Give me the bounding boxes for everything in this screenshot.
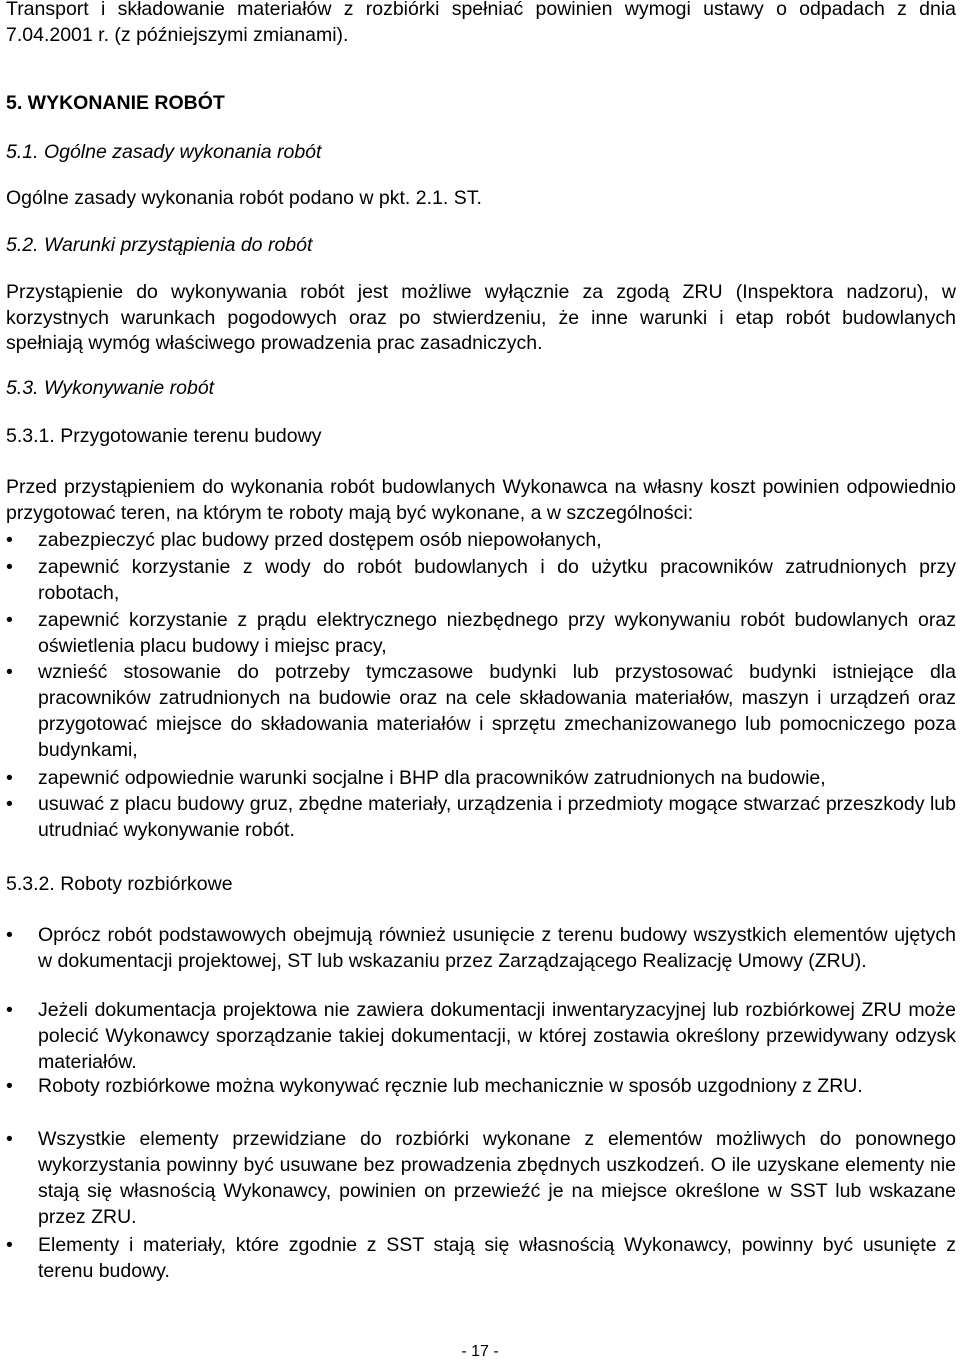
bullet-icon: • bbox=[6, 1234, 13, 1256]
bullet-icon: • bbox=[6, 793, 13, 815]
section-5-1-text: Ogólne zasady wykonania robót podano w pkt. 2.1. ST. bbox=[6, 187, 482, 209]
top-paragraph: Transport i składowanie materiałów z rozbiórki spełniać powinien wymogi ustawy o odpadach z dnia 7.04.2001 r. (z późniejszymi zmianami). bbox=[6, 0, 956, 46]
bullet-icon: • bbox=[6, 767, 13, 789]
bullet-icon: • bbox=[6, 556, 13, 578]
section-5-1-heading: 5.1. Ogólne zasady wykonania robót bbox=[6, 141, 322, 163]
bullet-icon: • bbox=[6, 1075, 13, 1097]
section-5-3-heading: 5.3. Wykonywanie robót bbox=[6, 377, 215, 399]
list-item-text: Elementy i materiały, które zgodnie z SST stają się własnością Wykonawcy, powinny być usunięte z terenu budowy. bbox=[38, 1234, 956, 1282]
section-5-3-1-intro: Przed przystąpieniem do wykonania robót budowlanych Wykonawca na własny koszt powinien odpowiednio przygotować teren, na którym te roboty mają być wykonane, a w szczególności: bbox=[6, 476, 956, 524]
list-item-text: Roboty rozbiórkowe można wykonywać ręcznie lub mechanicznie w sposób uzgodniony z ZRU. bbox=[38, 1075, 863, 1097]
list-item-text: zapewnić korzystanie z wody do robót budowlanych i do użytku pracowników zatrudnionych przy robotach, bbox=[38, 556, 956, 604]
page-number: - 17 - bbox=[461, 1343, 499, 1360]
list-item-text: usuwać z placu budowy gruz, zbędne materiały, urządzenia i przedmioty mogące stwarzać przeszkody lub utrudniać wykonywanie robót. bbox=[38, 793, 956, 841]
bullet-icon: • bbox=[6, 529, 13, 551]
list-item-text: zapewnić korzystanie z prądu elektrycznego niezbędnego przy wykonywaniu robót budowlanych oraz oświetlenia placu budowy i miejsc pracy, bbox=[38, 609, 956, 657]
list-item-text: Oprócz robót podstawowych obejmują również usunięcie z terenu budowy wszystkich elementów ujętych w dokumentacji projektowej, ST lub wskazaniu przez Zarządzającego Realizację Umowy (ZRU). bbox=[38, 924, 956, 972]
list-item-text: wznieść stosowanie do potrzeby tymczasowe budynki lub przystosować budynki istniejące dla pracowników zatrudnionych na budowie oraz na cele składowania materiałów, maszyn i urządzeń oraz przygotować miejsce do składowania materiałów i sprzętu zmechanizowanego lub pomocniczego poza budynkami, bbox=[38, 661, 956, 761]
section-5-heading: 5. WYKONANIE ROBÓT bbox=[6, 92, 225, 114]
list-item-text: Jeżeli dokumentacja projektowa nie zawiera dokumentacji inwentaryzacyjnej lub rozbiórkowej ZRU może polecić Wykonawcy sporządzanie takiej dokumentacji, w której zostawia określony przewidywany odzysk materiałów. bbox=[38, 999, 956, 1073]
bullet-icon: • bbox=[6, 661, 13, 683]
section-5-2-text: Przystąpienie do wykonywania robót jest możliwe wyłącznie za zgodą ZRU (Inspektora nadzoru), w korzystnych warunkach pogodowych oraz po stwierdzeniu, że inne warunki i etap robót budowlanych spełniają wymóg właściwego prowadzenia prac zasadniczych. bbox=[6, 281, 956, 354]
list-item-text: zapewnić odpowiednie warunki socjalne i BHP dla pracowników zatrudnionych na budowie, bbox=[38, 767, 826, 789]
list-item-text: Wszystkie elementy przewidziane do rozbiórki wykonane z elementów możliwych do ponownego wykorzystania powinny być usuwane bez prowadzenia zbędnych uszkodzeń. O ile uzyskane elementy nie stają się własnością Wykonawcy, powinien on przewieźć je na miejsce określone w SST lub wskazane przez ZRU. bbox=[38, 1128, 956, 1228]
section-5-3-1-heading: 5.3.1. Przygotowanie terenu budowy bbox=[6, 425, 322, 447]
bullet-icon: • bbox=[6, 1128, 13, 1150]
bullet-icon: • bbox=[6, 999, 13, 1021]
bullet-icon: • bbox=[6, 924, 13, 946]
bullet-icon: • bbox=[6, 609, 13, 631]
section-5-2-heading: 5.2. Warunki przystąpienia do robót bbox=[6, 234, 313, 256]
list-item-text: zabezpieczyć plac budowy przed dostępem osób niepowołanych, bbox=[38, 529, 602, 551]
section-5-3-2-heading: 5.3.2. Roboty rozbiórkowe bbox=[6, 873, 233, 895]
